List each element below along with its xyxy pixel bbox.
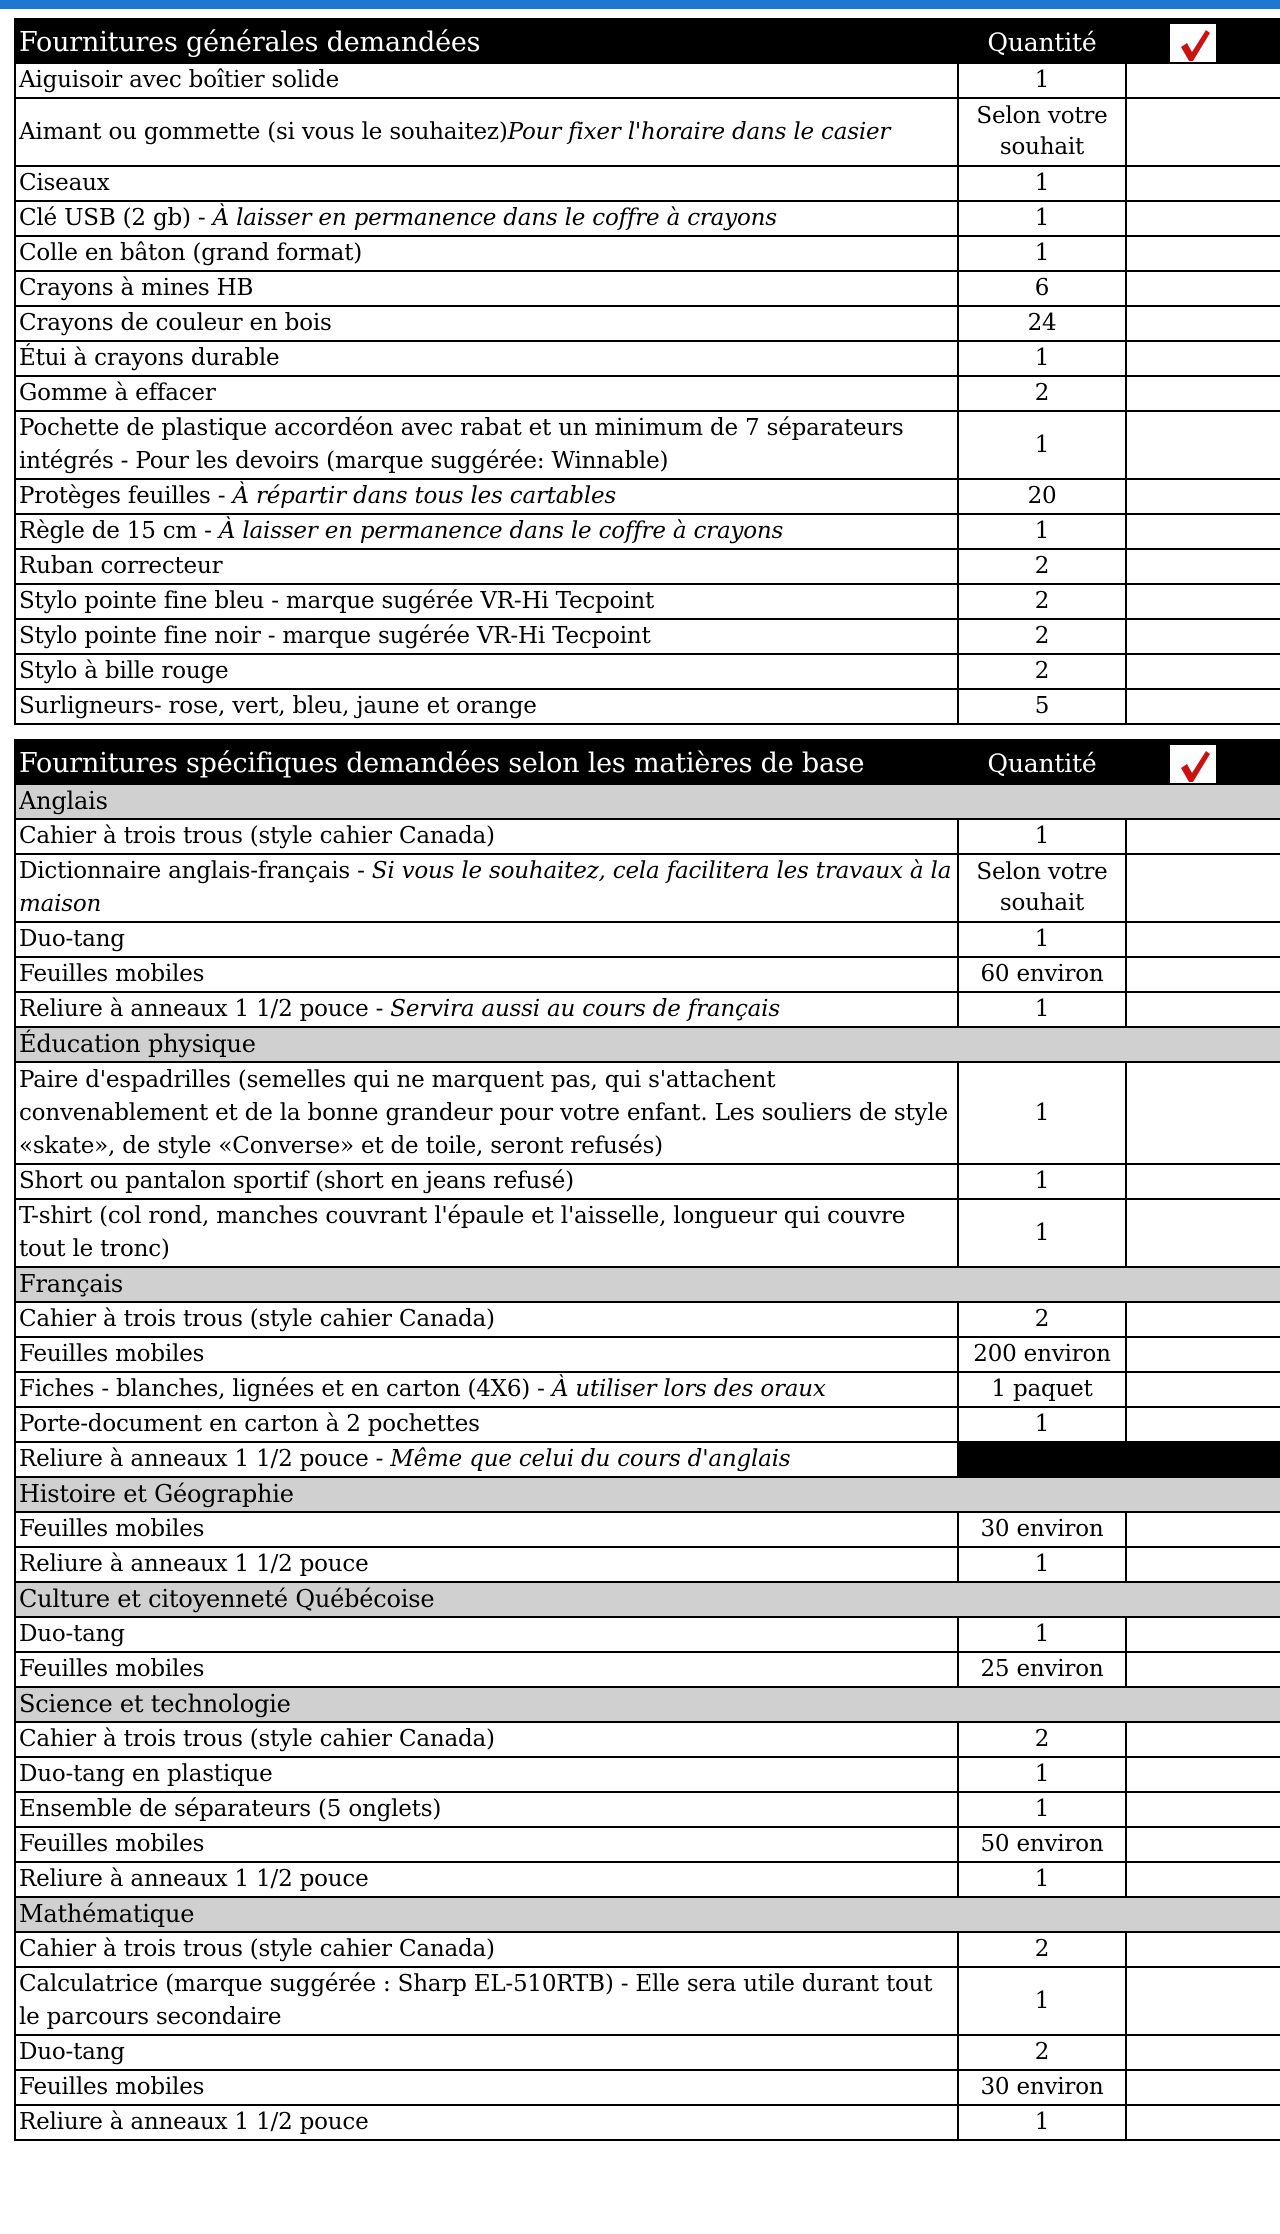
item-row [15, 411, 1280, 479]
item-row [15, 922, 1280, 957]
item-description [15, 854, 958, 922]
item-text: Feuilles mobiles [19, 961, 205, 987]
item-text: Reliure à anneaux 1 1/2 pouce [19, 2109, 369, 2135]
item-description [15, 1062, 958, 1164]
item-text: Duo-tang [19, 2039, 125, 2065]
specific-qty-header: Quantité [958, 740, 1126, 784]
item-check-cell[interactable] [1126, 1164, 1280, 1199]
item-text: Crayons de couleur en bois [19, 310, 332, 336]
item-row [15, 63, 1280, 98]
item-description [15, 236, 958, 271]
item-quantity: 2 [958, 1932, 1126, 1967]
item-quantity: 1 [958, 1967, 1126, 2035]
item-text: Paire d'espadrilles (semelles qui ne marquent pas, qui s'attachent convenablement et de la bonne grandeur pour votre enfant. Les souliers de style «skate», de style «Converse» et de toile, seront refusés) [19, 1066, 948, 1159]
item-check-cell[interactable] [1126, 271, 1280, 306]
item-check-cell[interactable] [1126, 341, 1280, 376]
item-quantity [958, 1442, 1280, 1477]
item-quantity: 200 environ [958, 1337, 1126, 1372]
item-text: Duo-tang [19, 1621, 125, 1647]
subject-title: Histoire et Géographie [15, 1477, 1280, 1512]
item-text: Crayons à mines HB [19, 275, 254, 301]
item-text: Règle de 15 cm - [19, 518, 219, 544]
item-check-cell[interactable] [1126, 584, 1280, 619]
item-description [15, 201, 958, 236]
item-check-cell[interactable] [1126, 1652, 1280, 1687]
item-text: Ensemble de séparateurs (5 onglets) [19, 1796, 442, 1822]
item-text: Calculatrice (marque suggérée : Sharp EL-510RTB) - Elle sera utile durant tout le parcours secondaire [19, 1971, 933, 2030]
item-row [15, 271, 1280, 306]
subject-section-row [15, 1582, 1280, 1617]
item-text: Aimant ou gommette (si vous le souhaitez) [19, 118, 508, 145]
item-text: Feuilles mobiles [19, 2074, 205, 2100]
specific-supplies-body [15, 740, 1280, 2140]
item-description [15, 514, 958, 549]
item-row [15, 1407, 1280, 1442]
item-quantity: 2 [958, 2035, 1126, 2070]
item-text: Cahier à trois trous (style cahier Canada) [19, 1306, 495, 1332]
item-description [15, 1862, 958, 1897]
item-text: Short ou pantalon sportif (short en jeans refusé) [19, 1168, 574, 1194]
item-check-cell[interactable] [1126, 2105, 1280, 2140]
item-text: Feuilles mobiles [19, 1831, 205, 1857]
item-check-cell[interactable] [1126, 376, 1280, 411]
item-quantity: 1 [958, 922, 1126, 957]
item-description [15, 1652, 958, 1687]
item-check-cell[interactable] [1126, 98, 1280, 166]
item-check-cell[interactable] [1126, 1512, 1280, 1547]
item-description [15, 549, 958, 584]
subject-title: Anglais [15, 784, 1280, 819]
item-quantity: 30 environ [958, 2070, 1126, 2105]
item-description [15, 63, 958, 98]
item-quantity: 2 [958, 376, 1126, 411]
item-row [15, 2070, 1280, 2105]
subject-section-row [15, 1897, 1280, 1932]
subject-title: Français [15, 1267, 1280, 1302]
item-check-cell[interactable] [1126, 2035, 1280, 2070]
item-row [15, 1337, 1280, 1372]
item-row [15, 236, 1280, 271]
item-quantity: 2 [958, 619, 1126, 654]
item-quantity: 2 [958, 549, 1126, 584]
item-description [15, 376, 958, 411]
item-quantity: 30 environ [958, 1512, 1126, 1547]
item-note: À laisser en permanence dans le coffre à crayons [212, 205, 777, 231]
item-quantity: Selon votre souhait [958, 854, 1126, 922]
item-description [15, 689, 958, 724]
item-check-cell[interactable] [1126, 306, 1280, 341]
subject-title: Mathématique [15, 1897, 1280, 1932]
item-quantity: 1 [958, 1617, 1126, 1652]
item-row [15, 2105, 1280, 2140]
item-quantity: 60 environ [958, 957, 1126, 992]
item-quantity: 1 [958, 1547, 1126, 1582]
item-check-cell[interactable] [1126, 236, 1280, 271]
item-check-cell[interactable] [1126, 201, 1280, 236]
item-text: Pochette de plastique accordéon avec rabat et un minimum de 7 séparateurs intégrés - Pour les devoirs (marque suggérée: Winnable) [19, 415, 904, 474]
item-quantity: 1 [958, 341, 1126, 376]
subject-section-row [15, 1687, 1280, 1722]
item-row [15, 1862, 1280, 1897]
item-description [15, 1757, 958, 1792]
item-row [15, 201, 1280, 236]
item-row [15, 1932, 1280, 1967]
item-text: Stylo à bille rouge [19, 658, 229, 684]
item-quantity: 2 [958, 584, 1126, 619]
item-text: Étui à crayons durable [19, 345, 280, 371]
item-check-cell[interactable] [1126, 619, 1280, 654]
item-check-cell[interactable] [1126, 1722, 1280, 1757]
item-description [15, 1442, 958, 1477]
item-check-cell[interactable] [1126, 1827, 1280, 1862]
item-quantity: 25 environ [958, 1652, 1126, 1687]
item-description [15, 1792, 958, 1827]
item-text: Reliure à anneaux 1 1/2 pouce - [19, 1446, 391, 1472]
item-quantity: 5 [958, 689, 1126, 724]
item-description [15, 1337, 958, 1372]
item-row [15, 306, 1280, 341]
item-note: Servira aussi au cours de français [390, 996, 780, 1022]
item-description [15, 411, 958, 479]
item-row [15, 1199, 1280, 1267]
item-row [15, 341, 1280, 376]
specific-header-row [15, 740, 1280, 784]
general-supplies-body [15, 19, 1280, 724]
item-text: Reliure à anneaux 1 1/2 pouce [19, 1551, 369, 1577]
item-text: Cahier à trois trous (style cahier Canada) [19, 823, 495, 849]
item-check-cell[interactable] [1126, 411, 1280, 479]
item-quantity: 2 [958, 1722, 1126, 1757]
item-row [15, 1792, 1280, 1827]
item-check-cell[interactable] [1126, 819, 1280, 854]
top-accent-bar [0, 0, 1280, 9]
item-row [15, 1547, 1280, 1582]
item-description [15, 271, 958, 306]
item-row [15, 549, 1280, 584]
item-row [15, 1722, 1280, 1757]
item-check-cell[interactable] [1126, 1862, 1280, 1897]
item-text: Stylo pointe fine noir - marque sugérée VR-Hi Tecpoint [19, 623, 651, 649]
item-check-cell[interactable] [1126, 2070, 1280, 2105]
item-text: Colle en bâton (grand format) [19, 240, 363, 266]
item-check-cell[interactable] [1126, 1547, 1280, 1582]
item-quantity: 1 [958, 1199, 1126, 1267]
item-check-cell[interactable] [1126, 992, 1280, 1027]
item-description [15, 922, 958, 957]
item-text: T-shirt (col rond, manches couvrant l'épaule et l'aisselle, longueur qui couvre tout le tronc) [19, 1203, 906, 1262]
subject-section-row [15, 1027, 1280, 1062]
item-description [15, 1302, 958, 1337]
item-description [15, 1199, 958, 1267]
item-row [15, 2035, 1280, 2070]
item-note: Même que celui du cours d'anglais [390, 1446, 791, 1472]
item-row [15, 819, 1280, 854]
item-check-cell[interactable] [1126, 689, 1280, 724]
item-quantity: 1 [958, 819, 1126, 854]
item-check-cell[interactable] [1126, 1302, 1280, 1337]
subject-section-row [15, 1267, 1280, 1302]
item-text: Reliure à anneaux 1 1/2 pouce [19, 1866, 369, 1892]
item-row [15, 98, 1280, 166]
item-row [15, 584, 1280, 619]
item-row [15, 1652, 1280, 1687]
general-supplies-table [14, 18, 1280, 725]
item-row [15, 1757, 1280, 1792]
item-check-cell[interactable] [1126, 166, 1280, 201]
item-quantity: 1 [958, 2105, 1126, 2140]
item-description [15, 1407, 958, 1442]
item-text: Porte-document en carton à 2 pochettes [19, 1411, 480, 1437]
item-description [15, 479, 958, 514]
item-description [15, 1547, 958, 1582]
specific-supplies-table [14, 739, 1280, 2141]
item-text: Aiguisoir avec boîtier solide [19, 67, 340, 93]
item-text: Stylo pointe fine bleu - marque sugérée VR-Hi Tecpoint [19, 588, 655, 614]
item-text: Feuilles mobiles [19, 1656, 205, 1682]
general-check-column-header [1126, 19, 1280, 63]
item-row [15, 1442, 1280, 1477]
item-row [15, 619, 1280, 654]
item-description [15, 1722, 958, 1757]
item-text: Feuilles mobiles [19, 1516, 205, 1542]
item-check-cell[interactable] [1126, 1932, 1280, 1967]
item-description [15, 2070, 958, 2105]
item-description [15, 1372, 958, 1407]
item-quantity: 1 [958, 1062, 1126, 1164]
item-quantity: 1 [958, 166, 1126, 201]
item-text: Surligneurs- rose, vert, bleu, jaune et orange [19, 693, 537, 719]
item-description [15, 1932, 958, 1967]
item-text: Cahier à trois trous (style cahier Canada) [19, 1936, 495, 1962]
item-quantity: 24 [958, 306, 1126, 341]
item-quantity: 1 [958, 992, 1126, 1027]
item-text: Feuilles mobiles [19, 1341, 205, 1367]
item-description [15, 1512, 958, 1547]
section-gap [14, 725, 1280, 739]
item-row [15, 479, 1280, 514]
item-check-cell[interactable] [1126, 957, 1280, 992]
item-quantity: 1 [958, 1862, 1126, 1897]
subject-section-row [15, 1477, 1280, 1512]
item-row [15, 689, 1280, 724]
item-description [15, 1164, 958, 1199]
item-row [15, 854, 1280, 922]
item-row [15, 514, 1280, 549]
item-row [15, 1827, 1280, 1862]
item-description [15, 584, 958, 619]
item-description [15, 1617, 958, 1652]
item-row [15, 1967, 1280, 2035]
item-row [15, 957, 1280, 992]
subject-section-row [15, 784, 1280, 819]
item-check-cell[interactable] [1126, 479, 1280, 514]
item-quantity: 1 [958, 514, 1126, 549]
item-row [15, 992, 1280, 1027]
item-note: Si vous le souhaitez, cela facilitera les travaux à la maison [19, 858, 952, 917]
item-text: Cahier à trois trous (style cahier Canada) [19, 1726, 495, 1752]
item-quantity: 1 [958, 1407, 1126, 1442]
item-text: Duo-tang en plastique [19, 1761, 273, 1787]
item-quantity: 1 [958, 1792, 1126, 1827]
item-text: Reliure à anneaux 1 1/2 pouce - [19, 996, 391, 1022]
item-check-cell[interactable] [1126, 1199, 1280, 1267]
item-description [15, 306, 958, 341]
item-quantity: 1 [958, 411, 1126, 479]
item-text: Dictionnaire anglais-français - [19, 858, 372, 884]
item-quantity: 2 [958, 654, 1126, 689]
subject-title: Science et technologie [15, 1687, 1280, 1722]
item-text: Clé USB (2 gb) - [19, 205, 213, 231]
item-quantity: 20 [958, 479, 1126, 514]
item-check-cell[interactable] [1126, 1337, 1280, 1372]
item-quantity: 1 [958, 1164, 1126, 1199]
item-check-cell[interactable] [1126, 1617, 1280, 1652]
supply-list [14, 18, 1280, 2141]
item-quantity: 50 environ [958, 1827, 1126, 1862]
item-quantity: 2 [958, 1302, 1126, 1337]
item-description [15, 341, 958, 376]
item-check-cell[interactable] [1126, 654, 1280, 689]
item-text: Gomme à effacer [19, 380, 216, 406]
item-description [15, 619, 958, 654]
specific-check-column-header [1126, 740, 1280, 784]
item-row [15, 1372, 1280, 1407]
item-note: À laisser en permanence dans le coffre à crayons [218, 518, 784, 544]
general-title: Fournitures générales demandées [15, 19, 958, 63]
item-row [15, 1164, 1280, 1199]
item-note: À répartir dans tous les cartables [232, 483, 616, 509]
item-description [15, 819, 958, 854]
item-row [15, 1617, 1280, 1652]
item-row [15, 654, 1280, 689]
item-description [15, 1967, 958, 2035]
item-quantity: 1 [958, 1757, 1126, 1792]
item-check-cell[interactable] [1126, 1407, 1280, 1442]
item-note: À utiliser lors des oraux [551, 1376, 826, 1402]
item-check-cell[interactable] [1126, 514, 1280, 549]
item-quantity: 1 [958, 201, 1126, 236]
item-description [15, 1827, 958, 1862]
item-description [15, 2105, 958, 2140]
item-row [15, 1062, 1280, 1164]
item-description [15, 98, 958, 166]
item-quantity: Selon votre souhait [958, 98, 1126, 166]
item-description [15, 957, 958, 992]
general-header-row [15, 19, 1280, 63]
item-check-cell[interactable] [1126, 63, 1280, 98]
item-quantity: 6 [958, 271, 1126, 306]
item-quantity: 1 [958, 63, 1126, 98]
item-row [15, 1512, 1280, 1547]
item-text: Fiches - blanches, lignées et en carton (4X6) - [19, 1376, 552, 1402]
item-row [15, 1302, 1280, 1337]
subject-title: Éducation physique [15, 1027, 1280, 1062]
general-qty-header: Quantité [958, 19, 1126, 63]
item-description [15, 654, 958, 689]
item-row [15, 166, 1280, 201]
item-check-cell[interactable] [1126, 1967, 1280, 2035]
item-description [15, 2035, 958, 2070]
item-text: Duo-tang [19, 926, 125, 952]
item-quantity: 1 [958, 236, 1126, 271]
item-check-cell[interactable] [1126, 922, 1280, 957]
specific-title: Fournitures spécifiques demandées selon les matières de base [15, 740, 958, 784]
item-check-cell[interactable] [1126, 1792, 1280, 1827]
item-check-cell[interactable] [1126, 854, 1280, 922]
item-check-cell[interactable] [1126, 1757, 1280, 1792]
item-check-cell[interactable] [1126, 549, 1280, 584]
checkmark-icon [1167, 21, 1219, 63]
item-description [15, 992, 958, 1027]
item-description [15, 166, 958, 201]
item-quantity: 1 paquet [958, 1372, 1126, 1407]
item-check-cell[interactable] [1126, 1372, 1280, 1407]
item-text: Ciseaux [19, 170, 110, 196]
item-check-cell[interactable] [1126, 1062, 1280, 1164]
subject-title: Culture et citoyenneté Québécoise [15, 1582, 1280, 1617]
item-text: Protèges feuilles - [19, 483, 233, 509]
item-row [15, 376, 1280, 411]
item-note: Pour fixer l'horaire dans le casier [507, 118, 891, 145]
checkmark-icon [1167, 742, 1219, 784]
item-text: Ruban correcteur [19, 553, 223, 579]
